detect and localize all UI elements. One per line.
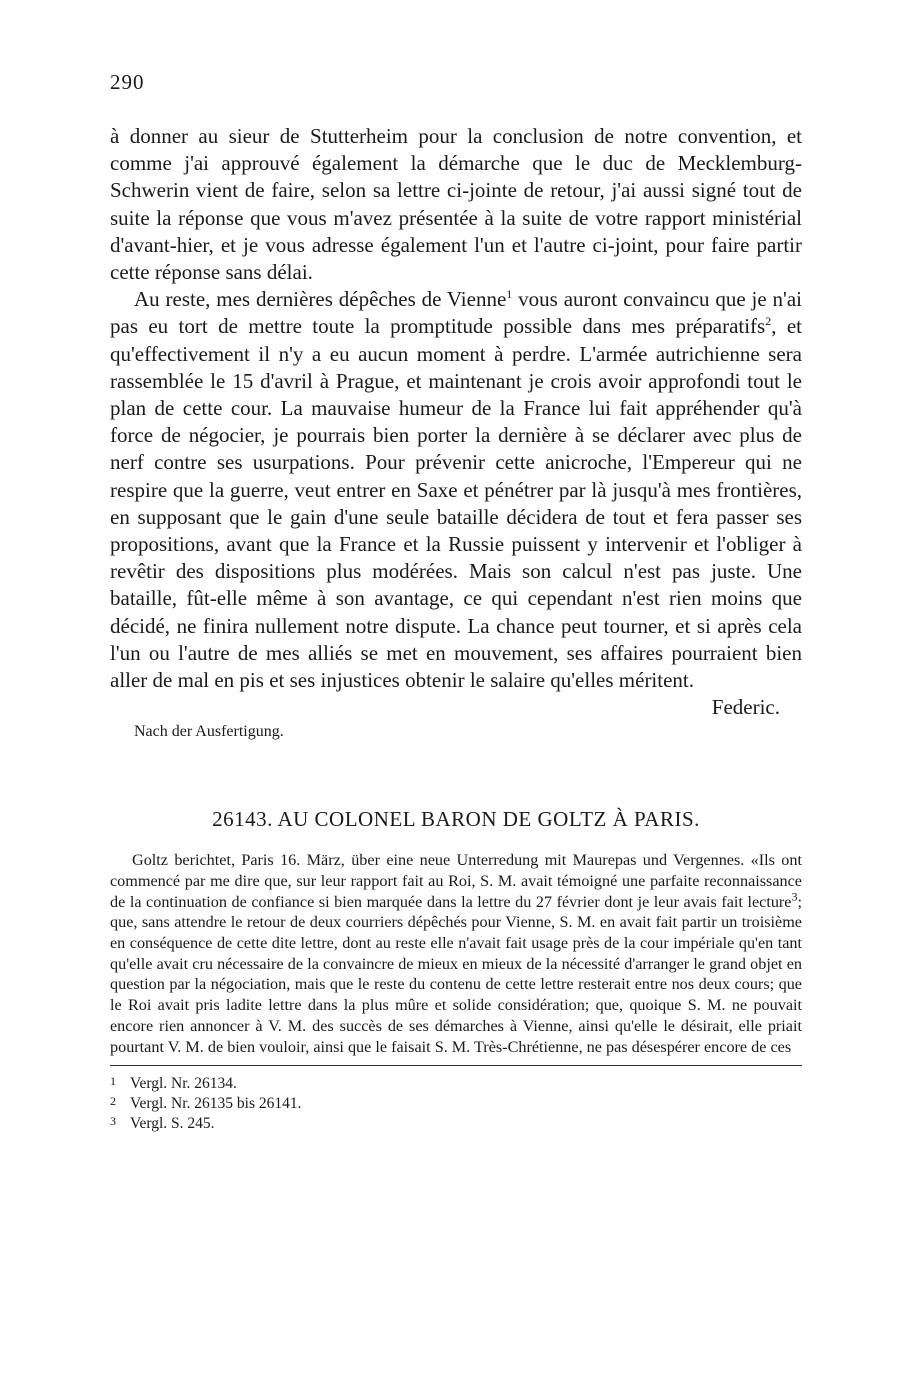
summary-paragraph bbox=[110, 850, 802, 1057]
letter-paragraph-2-part-1: Au reste, mes dernières dépêches de Vienne bbox=[134, 287, 507, 312]
letter-paragraph-2-part-3: , et qu'effectivement il n'y a eu aucun moment à perdre. L'armée autrichienne sera rassemblée le 15 d'avril à Prague, et maintenant je crois avoir approfondi tout le plan de cette cour. La mauvaise humeur de la France lui fait appréhender qu'à force de négocier, je pourrais bien porter la dernière à se déclarer avec plus de nerf contre ses usurpations. Pour prévenir cette anicroche, l'Empereur qui ne respire que la guerre, veut entrer en Saxe et pénétrer par là jusqu'à mes frontières, en supposant que le gain d'une seule bataille décidera de tout et fera passer ses propositions, avant que la France et la Russie puissent y intervenir et l'obliger à revêtir des dispositions plus modérées. Mais son calcul n'est pas juste. Une bataille, fût-elle même à son avantage, ce qui cependant n'est rien moins que décidé, ne finira nullement notre dispute. La chance peut tourner, et si après cela l'un ou l'autre de mes alliés se met en mouvement, ses affaires pourraient bien aller de mal en pis et ses injustices obtenir le salaire qu'elles méritent. bbox=[110, 314, 803, 693]
document-heading: 26143. AU COLONEL BARON DE GOLTZ À PARIS. bbox=[212, 807, 700, 832]
footnote-3 bbox=[110, 1114, 802, 1134]
summary-part-2: ; que, sans attendre le retour de deux courriers dépêchés pour Vienne, S. M. en avait fait partir un troisième en conséquence de cette dite lettre, dont au reste elle n'avait fait usage près de la cour impériale qu'en tant qu'elle avait cru nécessaire de la convaincre de mieux en mieux de la nécessité d'arranger le grand objet en question par la négociation, mais que le reste du contenu de cette lettre resterait entre nos deux cours; que le Roi avait pris ladite lettre dans la plus mûre et solide considération; que, quoique S. M. ne pouvait encore rien annoncer à V. M. des succès de ses démarches à Vienne, ainsi qu'elle le désirait, elle priait pourtant V. M. de bien vouloir, ainsi que le faisait S. M. Très-Chrétienne, ne pas désespérer encore de ces bbox=[110, 892, 802, 1056]
letter-body bbox=[110, 123, 802, 694]
footnote-ref-2[interactable]: 2 bbox=[765, 314, 772, 329]
footnote-text: Vergl. Nr. 26134. bbox=[130, 1075, 237, 1093]
letter-paragraph-2 bbox=[110, 286, 802, 694]
letter-paragraph-2-part-2: vous auront convaincu que je n'ai pas eu tort de mettre toute la promptitude possible dans mes préparatifs bbox=[110, 287, 802, 339]
footnote-mark: 1 bbox=[110, 1074, 116, 1089]
footnote-2 bbox=[110, 1094, 802, 1114]
footnote-mark: 2 bbox=[110, 1094, 116, 1109]
page bbox=[110, 70, 802, 1134]
footnote-divider bbox=[110, 1065, 802, 1066]
letter-paragraph-1: à donner au sieur de Stutterheim pour la conclusion de notre convention, et comme j'ai approuvé également la démarche que le duc de Mecklemburg-Schwerin vient de faire, selon sa lettre ci-jointe de retour, j'ai aussi signé tout de suite la réponse que vous m'avez présentée à la suite de votre rapport ministérial d'avant-hier, et je vous adresse également l'un et l'autre ci-joint, pour faire partir cette réponse sans délai. bbox=[110, 124, 802, 285]
footnote-1 bbox=[110, 1074, 802, 1094]
signature: Federic. bbox=[711, 695, 780, 720]
footnote-ref-3[interactable]: 3 bbox=[791, 889, 798, 904]
page-number: 290 bbox=[110, 70, 145, 94]
footnotes bbox=[110, 1074, 802, 1134]
footnote-mark: 3 bbox=[110, 1114, 116, 1129]
document-summary bbox=[110, 850, 802, 1057]
footnote-text: Vergl. Nr. 26135 bis 26141. bbox=[130, 1095, 302, 1113]
footnote-text: Vergl. S. 245. bbox=[130, 1115, 215, 1133]
source-note: Nach der Ausfertigung. bbox=[134, 723, 284, 741]
footnote-ref-1[interactable]: 1 bbox=[506, 287, 513, 302]
summary-part-1: Goltz berichtet, Paris 16. März, über eine neue Unterredung mit Maurepas und Vergennes. «Ils ont commencé par me dire que, sur leur rapport fait au Roi, S. M. avait témoigné une parfaite reconnaissance de la continuation de confiance si bien marquée dans la lettre du 27 février dont je leur avais fait lecture bbox=[110, 851, 802, 911]
